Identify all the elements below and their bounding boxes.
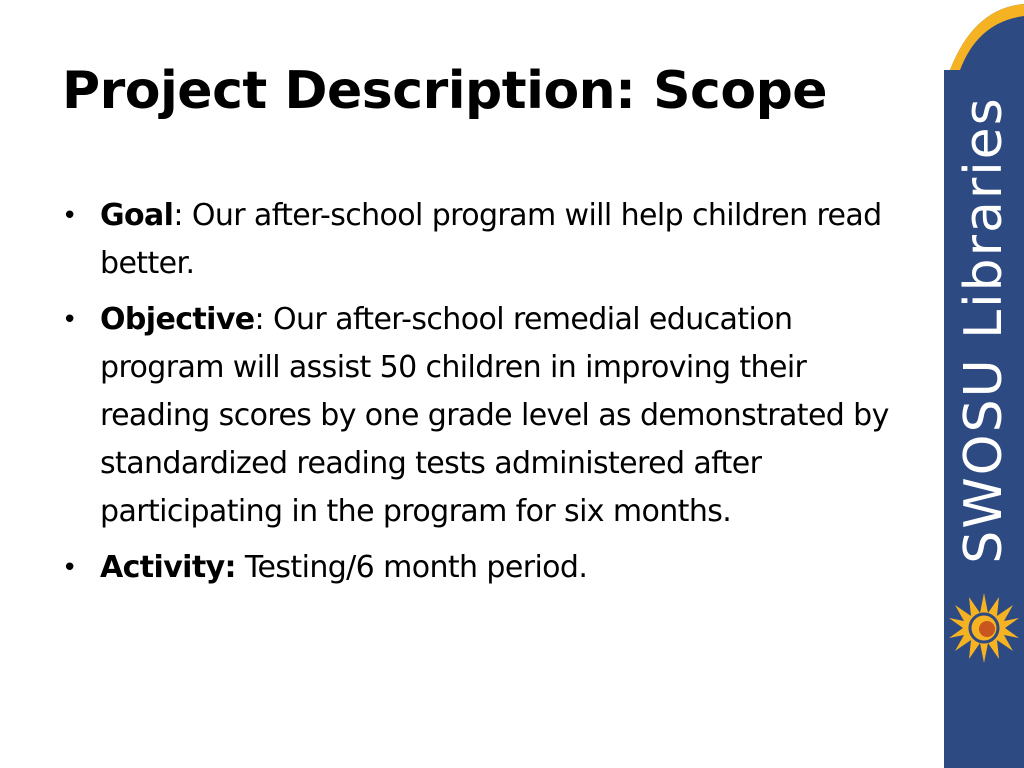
bullet-label: Activity: <box>100 550 236 585</box>
bullet-icon: • <box>62 305 77 335</box>
bullet-goal <box>62 192 922 288</box>
bullet-label: Goal <box>100 198 174 233</box>
bullet-text: : Our after-school program will help children read better. <box>100 198 882 281</box>
bullet-icon: • <box>62 201 77 231</box>
bullet-list <box>62 192 922 600</box>
bullet-label: Objective <box>100 302 255 337</box>
bullet-icon: • <box>62 553 77 583</box>
bullet-objective <box>62 296 922 536</box>
bullet-text: : Our after-school remedial education program will assist 50 children in improving their reading scores by one grade level as demonstrated by standardized reading tests administered after participating in the program for six months. <box>100 302 889 529</box>
brand-wordmark: SWOSU Libraries <box>954 96 1014 564</box>
bullet-activity <box>62 544 922 592</box>
slide-title: Project Description: Scope <box>62 61 828 121</box>
sun-icon <box>947 591 1021 665</box>
bullet-text: Testing/6 month period. <box>235 550 588 585</box>
